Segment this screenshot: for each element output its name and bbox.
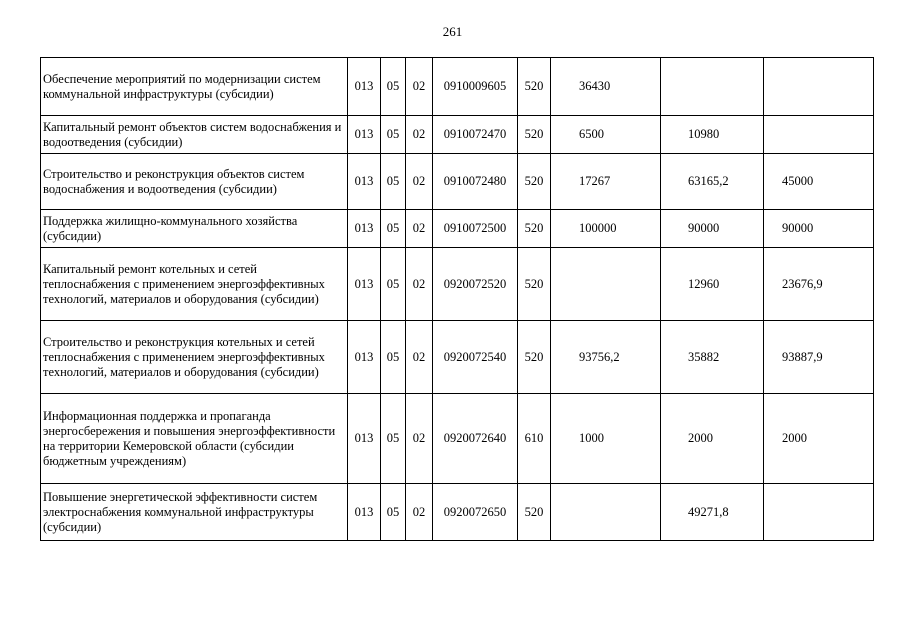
amount-year3-cell: 93887,9 bbox=[764, 321, 874, 394]
target-article-cell: 0910009605 bbox=[433, 58, 518, 116]
section-code-cell: 05 bbox=[381, 321, 406, 394]
amount-year3-cell: 90000 bbox=[764, 210, 874, 248]
target-article-cell: 0910072500 bbox=[433, 210, 518, 248]
amount-year2-cell bbox=[661, 58, 764, 116]
ministry-code-cell: 013 bbox=[348, 116, 381, 154]
amount-year2-cell: 49271,8 bbox=[661, 484, 764, 541]
amount-year3-cell: 45000 bbox=[764, 154, 874, 210]
section-code-cell: 05 bbox=[381, 116, 406, 154]
subsection-code-cell: 02 bbox=[406, 210, 433, 248]
row-name-cell: Обеспечение мероприятий по модернизации систем коммунальной инфраструктуры (субсидии) bbox=[41, 58, 348, 116]
amount-year1-cell: 1000 bbox=[551, 394, 661, 484]
amount-year3-cell: 23676,9 bbox=[764, 248, 874, 321]
row-name-cell: Капитальный ремонт котельных и сетей теплоснабжения с применением энергоэффективных технологий, материалов и оборудования (субсидии) bbox=[41, 248, 348, 321]
table-row bbox=[41, 484, 874, 541]
row-name-cell: Строительство и реконструкция объектов систем водоснабжения и водоотведения (субсидии) bbox=[41, 154, 348, 210]
ministry-code-cell: 013 bbox=[348, 58, 381, 116]
expense-type-cell: 520 bbox=[518, 248, 551, 321]
ministry-code-cell: 013 bbox=[348, 321, 381, 394]
amount-year1-cell: 36430 bbox=[551, 58, 661, 116]
row-name-cell: Строительство и реконструкция котельных и сетей теплоснабжения с применением энергоэффективных технологий, материалов и оборудования (субсидии) bbox=[41, 321, 348, 394]
section-code-cell: 05 bbox=[381, 210, 406, 248]
amount-year1-cell: 100000 bbox=[551, 210, 661, 248]
ministry-code-cell: 013 bbox=[348, 154, 381, 210]
page-number: 261 bbox=[442, 24, 463, 39]
row-name-cell: Поддержка жилищно-коммунального хозяйства (субсидии) bbox=[41, 210, 348, 248]
section-code-cell: 05 bbox=[381, 484, 406, 541]
subsection-code-cell: 02 bbox=[406, 321, 433, 394]
expense-type-cell: 520 bbox=[518, 58, 551, 116]
target-article-cell: 0920072520 bbox=[433, 248, 518, 321]
target-article-cell: 0920072640 bbox=[433, 394, 518, 484]
budget-table bbox=[40, 57, 874, 541]
amount-year1-cell: 93756,2 bbox=[551, 321, 661, 394]
amount-year2-cell: 2000 bbox=[661, 394, 764, 484]
target-article-cell: 0910072480 bbox=[433, 154, 518, 210]
table-row bbox=[41, 321, 874, 394]
expense-type-cell: 520 bbox=[518, 116, 551, 154]
table-row bbox=[41, 116, 874, 154]
subsection-code-cell: 02 bbox=[406, 248, 433, 321]
amount-year2-cell: 10980 bbox=[661, 116, 764, 154]
expense-type-cell: 520 bbox=[518, 210, 551, 248]
subsection-code-cell: 02 bbox=[406, 58, 433, 116]
subsection-code-cell: 02 bbox=[406, 116, 433, 154]
amount-year2-cell: 12960 bbox=[661, 248, 764, 321]
expense-type-cell: 520 bbox=[518, 321, 551, 394]
section-code-cell: 05 bbox=[381, 58, 406, 116]
subsection-code-cell: 02 bbox=[406, 484, 433, 541]
amount-year3-cell bbox=[764, 58, 874, 116]
target-article-cell: 0910072470 bbox=[433, 116, 518, 154]
table-row bbox=[41, 248, 874, 321]
amount-year2-cell: 90000 bbox=[661, 210, 764, 248]
expense-type-cell: 610 bbox=[518, 394, 551, 484]
table-row bbox=[41, 210, 874, 248]
amount-year3-cell: 2000 bbox=[764, 394, 874, 484]
amount-year1-cell bbox=[551, 484, 661, 541]
ministry-code-cell: 013 bbox=[348, 484, 381, 541]
section-code-cell: 05 bbox=[381, 248, 406, 321]
subsection-code-cell: 02 bbox=[406, 154, 433, 210]
amount-year1-cell: 6500 bbox=[551, 116, 661, 154]
target-article-cell: 0920072650 bbox=[433, 484, 518, 541]
amount-year3-cell bbox=[764, 116, 874, 154]
row-name-cell: Информационная поддержка и пропаганда энергосбережения и повышения энергоэффективности на территории Кемеровской области (субсидии бюджетным учреждениям) bbox=[41, 394, 348, 484]
expense-type-cell: 520 bbox=[518, 484, 551, 541]
ministry-code-cell: 013 bbox=[348, 394, 381, 484]
ministry-code-cell: 013 bbox=[348, 210, 381, 248]
row-name-cell: Повышение энергетической эффективности систем электроснабжения коммунальной инфраструктуры (субсидии) bbox=[41, 484, 348, 541]
subsection-code-cell: 02 bbox=[406, 394, 433, 484]
expense-type-cell: 520 bbox=[518, 154, 551, 210]
table-row bbox=[41, 58, 874, 116]
section-code-cell: 05 bbox=[381, 154, 406, 210]
amount-year1-cell bbox=[551, 248, 661, 321]
table-row bbox=[41, 394, 874, 484]
amount-year2-cell: 35882 bbox=[661, 321, 764, 394]
amount-year1-cell: 17267 bbox=[551, 154, 661, 210]
target-article-cell: 0920072540 bbox=[433, 321, 518, 394]
amount-year2-cell: 63165,2 bbox=[661, 154, 764, 210]
amount-year3-cell bbox=[764, 484, 874, 541]
table-row bbox=[41, 154, 874, 210]
section-code-cell: 05 bbox=[381, 394, 406, 484]
ministry-code-cell: 013 bbox=[348, 248, 381, 321]
row-name-cell: Капитальный ремонт объектов систем водоснабжения и водоотведения (субсидии) bbox=[41, 116, 348, 154]
